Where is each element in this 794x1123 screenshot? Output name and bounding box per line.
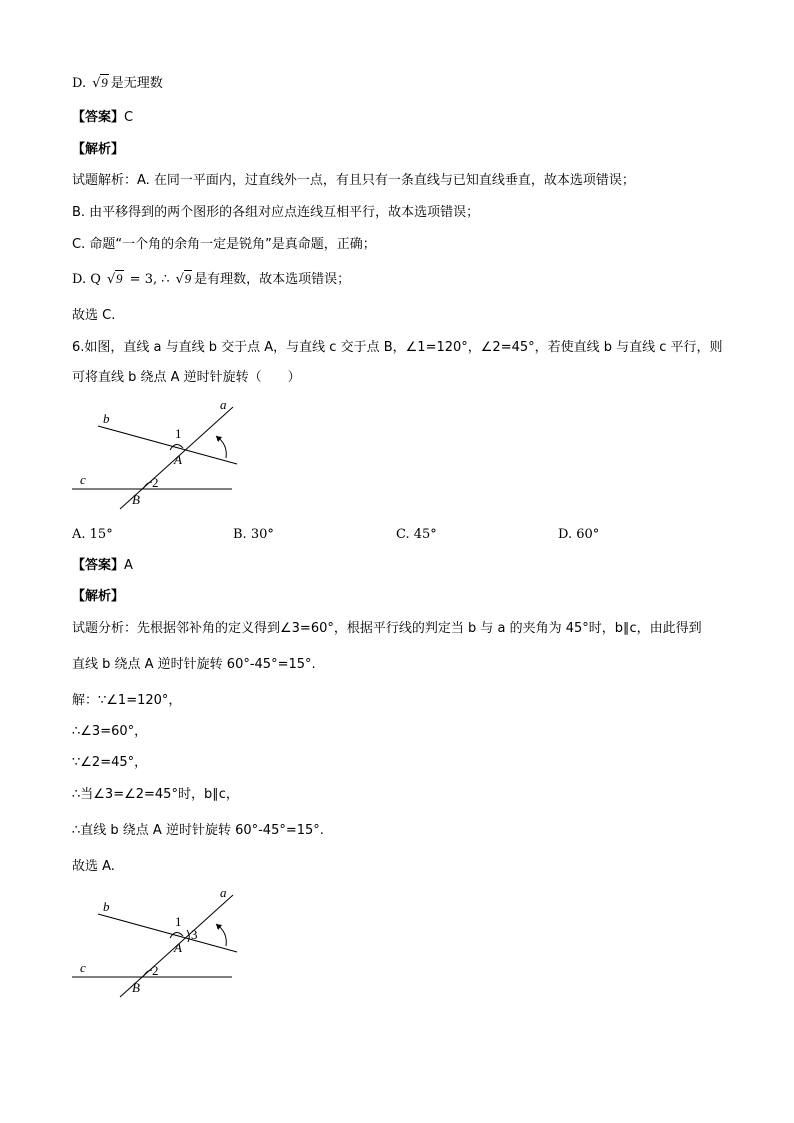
label-b: b [103,411,110,426]
option-d-suffix: 是无理数 [110,76,163,91]
label-B: B [132,492,140,507]
angle-2-arc [143,970,152,977]
line-b [98,914,237,952]
label-2: 2 [152,963,159,978]
q5-analysis-label [72,141,124,159]
sqrt-9 [176,270,193,289]
q6-step-5: ∴直线 b 绕点 A 逆时针旋转 60°-45°=15°. [72,823,324,838]
option-b: B. 30° [233,527,274,542]
q6-step-3: ∵∠2=45°， [72,755,148,770]
label-B: B [132,980,140,995]
radicand: 9 [184,271,192,286]
d-line-suffix: 是有理数，故本选项错误； [194,272,351,287]
label-c: c [80,472,86,487]
answer-value: C [124,110,134,125]
q6-stem-line-2: 可将直线 b 绕点 A 逆时针旋转（ ） [72,370,301,385]
radicand: 9 [116,271,123,286]
option-d-prefix: D. [72,76,87,91]
q6-analysis-line-1: 试题分析：先根据邻补角的定义得到∠3=60°，根据平行线的判定当 b 与 a 的夹角为 45°时，b∥c，由此得到 [72,621,702,636]
label-a: a [220,397,227,412]
radicand: 9 [101,75,108,90]
q5-analysis-line-3: C. 命题“一个角的余角一定是锐角”是真命题，正确； [72,237,376,252]
q5-answer [72,109,133,127]
q6-conclusion: 故选 A. [72,859,115,874]
sqrt-9 [92,74,109,93]
q6-stem-line-1: 6.如图，直线 a 与直线 b 交于点 A，与直线 c 交于点 B，∠1=120°，∠2=45°，若使直线 b 与直线 c 平行，则 [72,340,723,355]
option-c: C. 45° [396,527,437,542]
label-2: 2 [152,475,159,490]
q6-step-4: ∴当∠3=∠2=45°时，b∥c， [72,787,239,802]
radical-icon: √ [92,76,101,91]
answer-label: 【答案】 [72,110,125,125]
radical-icon: √ [107,272,116,287]
q6-answer [72,557,133,575]
answer-value: A [124,558,133,573]
analysis-label: 【解析】 [72,589,125,604]
q6-step-1: 解：∵∠1=120°， [72,693,182,708]
q5-analysis-line-1: 试题解析：A. 在同一平面内，过直线外一点，有且只有一条直线与已知直线垂直，故本选项错误； [72,173,635,188]
q6-analysis-line-2: 直线 b 绕点 A 逆时针旋转 60°-45°=15°. [72,657,316,672]
label-b: b [103,899,110,914]
figure-2-parallel-lines [70,884,240,1002]
q6-analysis-label [72,588,124,606]
option-d: D. 60° [558,527,600,542]
d-line-mid: = 3, ∴ [129,272,170,287]
answer-label: 【答案】 [72,558,125,573]
angle-2-arc [143,482,152,489]
label-3: 3 [191,927,198,942]
analysis-label: 【解析】 [72,142,125,157]
figure-1-parallel-lines [70,396,240,514]
q6-step-2: ∴∠3=60°， [72,724,148,739]
radical-icon: √ [175,272,184,287]
q5-conclusion: 故选 C. [72,308,116,323]
sqrt-9 [107,270,124,289]
label-A: A [174,940,182,955]
label-1: 1 [175,914,182,929]
line-b [98,426,237,464]
d-line-prefix: D. Q [72,272,101,287]
option-d-irrational [72,74,163,93]
q5-analysis-line-2: B. 由平移得到的两个图形的各组对应点连线互相平行，故本选项错误； [72,205,480,220]
label-1: 1 [175,426,182,441]
label-A: A [174,452,182,467]
label-a: a [220,885,227,900]
option-a: A. 15° [72,527,113,542]
label-c: c [80,960,86,975]
q5-analysis-line-4 [72,270,350,289]
